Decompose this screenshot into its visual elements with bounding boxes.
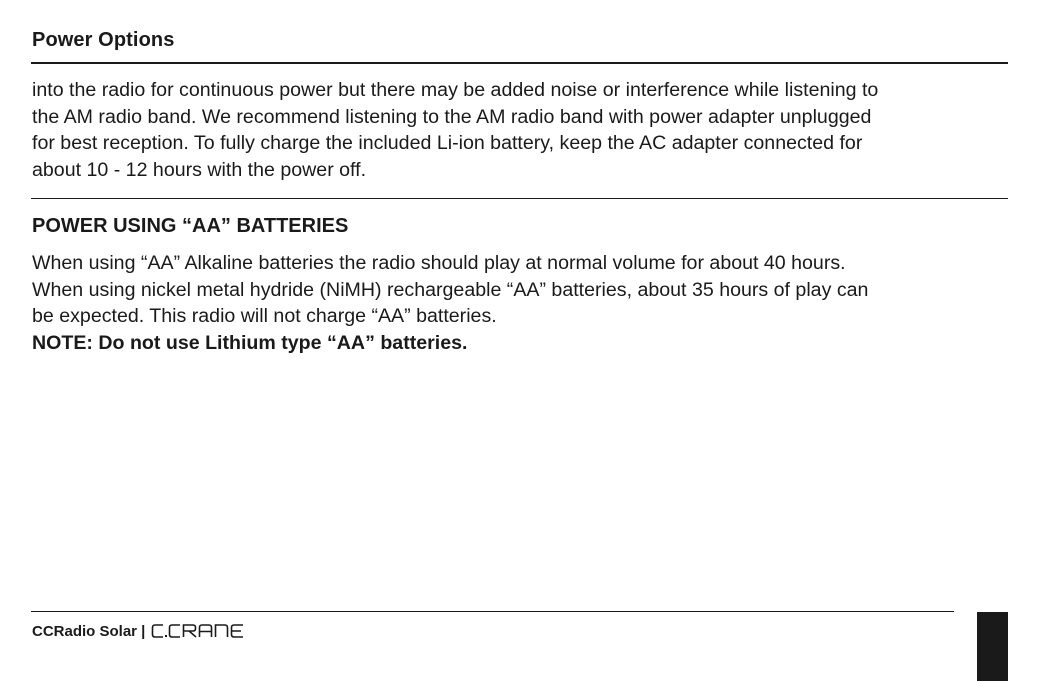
footer-product-label: CCRadio Solar | [32,622,146,640]
footer [32,621,273,641]
header-divider [31,62,1008,64]
intro-line: into the radio for continuous power but there may be added noise or interference while listening to [32,79,879,101]
section-title-aa-batteries: POWER USING “AA” BATTERIES [32,215,349,237]
section-divider [31,198,1008,199]
aa-line: When using nickel metal hydride (NiMH) rechargeable “AA” batteries, about 35 hours of play can [32,278,869,301]
page-title: Power Options [32,29,175,51]
intro-paragraph [32,77,1007,183]
ccrane-logo [151,623,273,639]
aa-batteries-paragraph [32,250,1007,330]
footer-divider [31,611,954,612]
lithium-warning-note: NOTE: Do not use Lithium type “AA” batteries. [32,332,468,354]
aa-line: When using “AA” Alkaline batteries the radio should play at normal volume for about 40 hours. [32,252,846,274]
intro-line: the AM radio band. We recommend listening to the AM radio band with power adapter unplugged [32,105,872,128]
intro-line: for best reception. To fully charge the included Li-ion battery, keep the AC adapter connected for [32,132,863,154]
intro-line: about 10 - 12 hours with the power off. [32,158,367,181]
aa-line: be expected. This radio will not charge “AA” batteries. [32,305,497,327]
page-edge-tab [977,612,1008,681]
